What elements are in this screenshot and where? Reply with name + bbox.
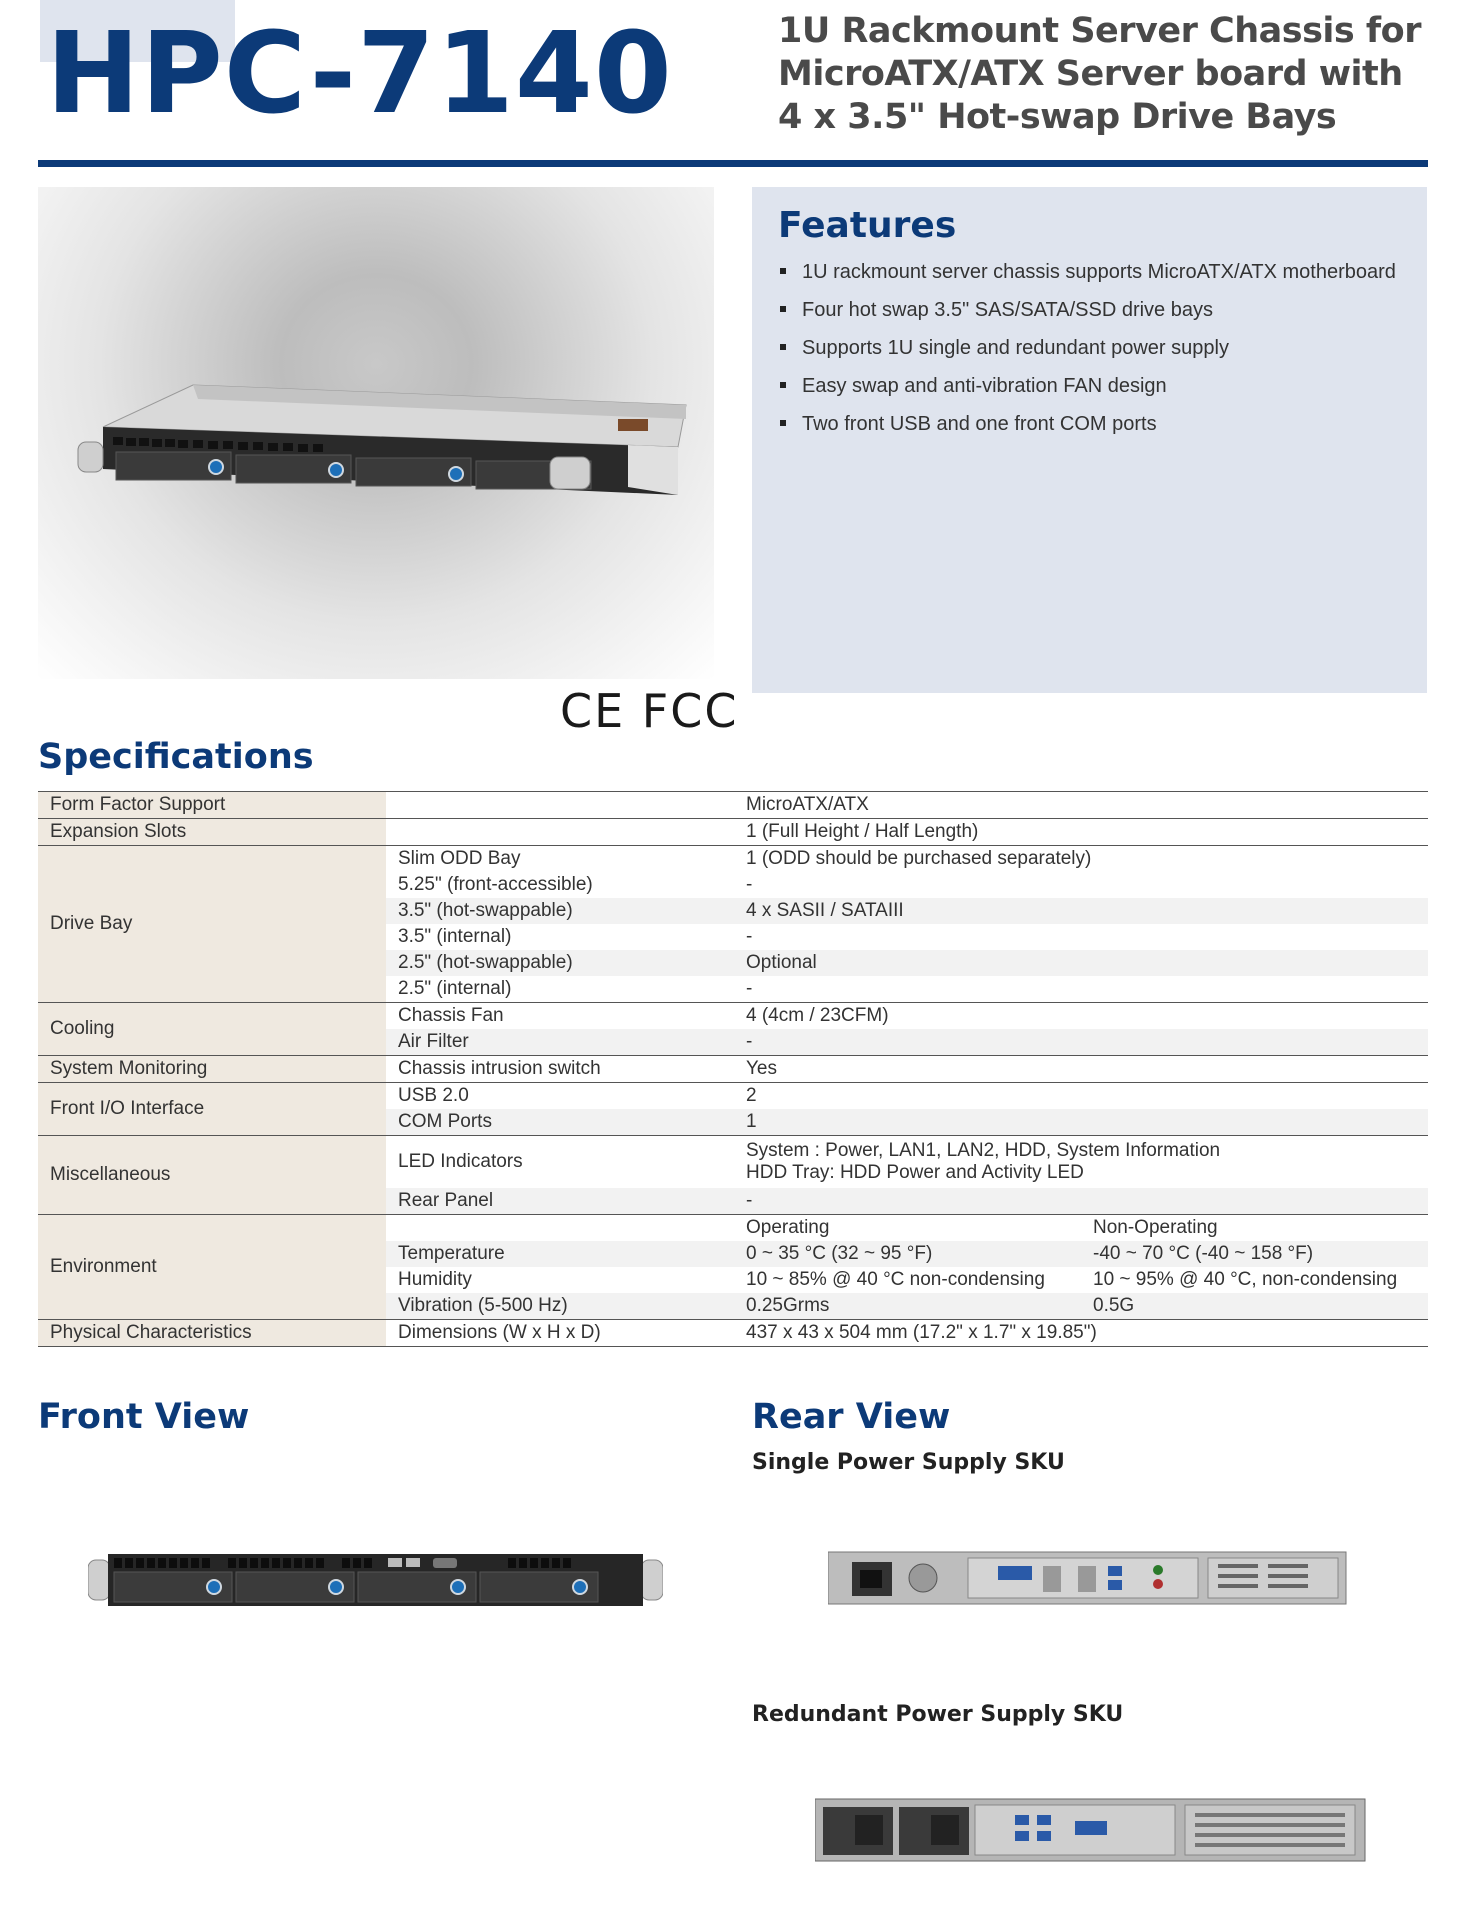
feature-text: 1U rackmount server chassis supports MicroATX/ATX motherboard <box>802 261 1396 283</box>
spec-item: 3.5" (internal) <box>398 926 512 947</box>
spec-item: Chassis Fan <box>386 1003 734 1030</box>
spec-value: 4 x SASII / SATAIII <box>734 898 1428 924</box>
features-title: Features <box>778 205 957 246</box>
spec-value: Yes <box>734 1056 1428 1083</box>
spec-category: System Monitoring <box>38 1056 386 1083</box>
spec-value: Optional <box>734 950 1428 976</box>
table-row <box>38 1320 1428 1347</box>
column-header: Operating <box>734 1215 1081 1242</box>
spec-value: 0.25Grms <box>734 1293 1081 1320</box>
bullet-icon <box>780 382 786 388</box>
table-row <box>38 1056 1428 1083</box>
product-subtitle <box>778 10 1421 139</box>
server-chassis-image <box>38 187 714 679</box>
spec-item: Vibration (5-500 Hz) <box>386 1293 734 1320</box>
table-row <box>38 1215 1428 1242</box>
certification-logos: CE FCC <box>560 684 739 738</box>
feature-text: Two front USB and one front COM ports <box>802 413 1157 435</box>
spec-item: 3.5" (hot-swappable) <box>386 898 734 924</box>
spec-category: Cooling <box>38 1003 386 1056</box>
specifications-title: Specifications <box>38 737 314 777</box>
subtitle-line: MicroATX/ATX Server board with <box>778 54 1403 94</box>
spec-item: Slim ODD Bay <box>386 846 734 873</box>
feature-item <box>780 334 1396 372</box>
spec-category: Front I/O Interface <box>38 1083 386 1136</box>
spec-value: 0 ~ 35 °C (32 ~ 95 °F) <box>734 1241 1081 1267</box>
features-list <box>780 258 1396 448</box>
spec-item: Rear Panel <box>386 1188 734 1215</box>
spec-item: Temperature <box>386 1241 734 1267</box>
feature-item <box>780 410 1396 448</box>
rear-view-single-psu-image <box>828 1548 1348 1611</box>
model-title: HPC-7140 <box>46 9 673 139</box>
specifications-table <box>38 791 1428 1347</box>
spec-item: LED Indicators <box>386 1136 734 1189</box>
led-value-line: System : Power, LAN1, LAN2, HDD, System Information <box>746 1140 1221 1161</box>
rear-view-redundant-psu-image <box>815 1795 1367 1870</box>
feature-item <box>780 372 1396 410</box>
led-value-line: HDD Tray: HDD Power and Activity LED <box>746 1162 1084 1183</box>
spec-value: - <box>746 926 753 947</box>
spec-value: 2 <box>734 1083 1428 1110</box>
spec-value <box>734 1136 1428 1189</box>
spec-category: Drive Bay <box>38 846 386 1003</box>
spec-category: Form Factor Support <box>38 792 386 819</box>
rear-view-title: Rear View <box>752 1397 951 1437</box>
feature-item <box>780 258 1396 296</box>
server-rear-single-psu-image <box>828 1548 1348 1606</box>
spec-item: Dimensions (W x H x D) <box>386 1320 734 1347</box>
feature-item <box>780 296 1396 334</box>
spec-value: 1 (ODD should be purchased separately) <box>734 846 1428 873</box>
subtitle-line: 4 x 3.5" Hot-swap Drive Bays <box>778 97 1337 137</box>
table-row <box>38 792 1428 819</box>
spec-category: Environment <box>38 1215 386 1320</box>
spec-item: COM Ports <box>386 1109 734 1136</box>
spec-item: 2.5" (hot-swappable) <box>386 950 734 976</box>
server-rear-redundant-psu-image <box>815 1795 1367 1865</box>
bullet-icon <box>780 306 786 312</box>
spec-value: - <box>734 1188 1428 1215</box>
spec-value: 437 x 43 x 504 mm (17.2" x 1.7" x 19.85") <box>734 1320 1428 1347</box>
bullet-icon <box>780 268 786 274</box>
spec-item: Humidity <box>398 1269 472 1290</box>
subtitle-line: 1U Rackmount Server Chassis for <box>778 11 1421 51</box>
table-row <box>38 846 1428 873</box>
front-view-title: Front View <box>38 1397 250 1437</box>
redundant-psu-sku-label: Redundant Power Supply SKU <box>752 1702 1124 1727</box>
spec-value: 0.5G <box>1081 1293 1428 1320</box>
front-view-image <box>88 1550 663 1615</box>
spec-item: Air Filter <box>386 1029 734 1056</box>
spec-value: MicroATX/ATX <box>734 792 1428 819</box>
table-row <box>38 1136 1428 1189</box>
spec-value: 10 ~ 95% @ 40 °C, non-condensing <box>1093 1269 1398 1290</box>
bullet-icon <box>780 344 786 350</box>
spec-item: Chassis intrusion switch <box>386 1056 734 1083</box>
feature-text: Easy swap and anti-vibration FAN design <box>802 375 1167 397</box>
spec-value: 1 <box>734 1109 1428 1136</box>
spec-category: Miscellaneous <box>38 1136 386 1215</box>
single-psu-sku-label: Single Power Supply SKU <box>752 1450 1065 1475</box>
spec-item: 5.25" (front-accessible) <box>398 874 593 895</box>
spec-value: - <box>746 978 753 999</box>
feature-text: Supports 1U single and redundant power supply <box>802 337 1229 359</box>
spec-value: - <box>734 1029 1428 1056</box>
spec-item: 2.5" (internal) <box>398 978 512 999</box>
feature-text: Four hot swap 3.5" SAS/SATA/SSD drive bays <box>802 299 1213 321</box>
table-row <box>38 1003 1428 1030</box>
spec-category: Physical Characteristics <box>38 1320 386 1347</box>
table-row <box>38 1083 1428 1110</box>
spec-value: 10 ~ 85% @ 40 °C non-condensing <box>746 1269 1045 1290</box>
spec-value: - <box>746 874 753 895</box>
header-divider <box>38 160 1428 167</box>
product-photo <box>38 187 714 679</box>
spec-category: Expansion Slots <box>38 819 386 846</box>
spec-value: 1 (Full Height / Half Length) <box>734 819 1428 846</box>
spec-value: -40 ~ 70 °C (-40 ~ 158 °F) <box>1081 1241 1428 1267</box>
server-front-panel-image <box>88 1550 663 1610</box>
bullet-icon <box>780 420 786 426</box>
spec-item: USB 2.0 <box>386 1083 734 1110</box>
table-row <box>38 819 1428 846</box>
spec-value: 4 (4cm / 23CFM) <box>734 1003 1428 1030</box>
column-header: Non-Operating <box>1081 1215 1428 1242</box>
